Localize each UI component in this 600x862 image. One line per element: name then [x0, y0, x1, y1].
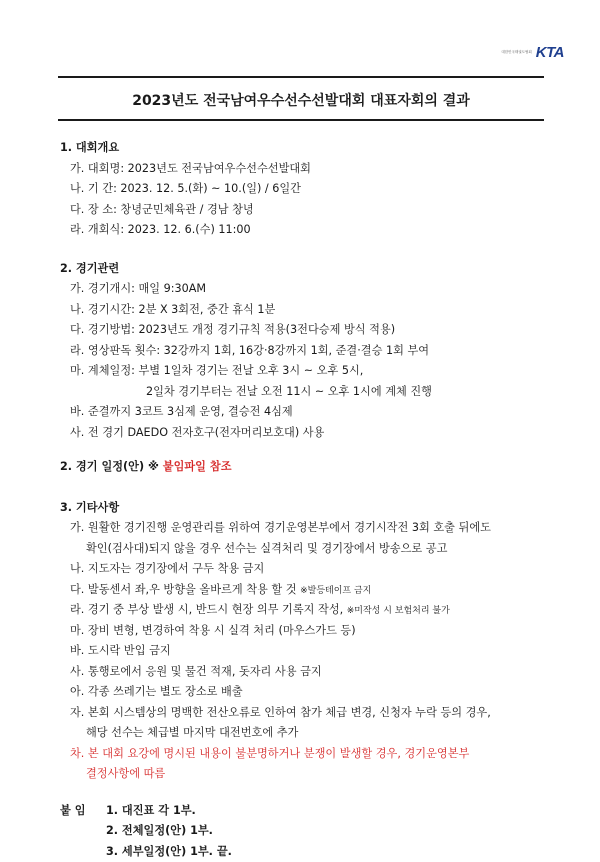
title-rule-bottom	[58, 119, 544, 121]
attachment-item: 1. 대진표 각 1부.	[104, 801, 196, 822]
section-competition-heading: 2. 경기관련	[60, 259, 550, 280]
misc-item-continuation: 해당 선수는 체급별 마지막 대전번호에 추가	[60, 723, 550, 744]
competition-item: 바. 준결까지 3코트 3심제 운영, 결승전 4심제	[60, 402, 550, 423]
competition-item: 마. 계체일정: 부별 1일차 경기는 전날 오후 3시 ~ 오후 5시,	[60, 361, 550, 382]
competition-item: 나. 경기시간: 2분 X 3회전, 중간 휴식 1분	[60, 300, 550, 321]
attachments-label: 붙 임	[60, 801, 104, 822]
misc-item: 자. 본회 시스템상의 명백한 전산오류로 인하여 참가 체급 변경, 신청자 누락 등의 경우,	[60, 703, 550, 724]
misc-item-continuation: 결정사항에 따름	[60, 764, 550, 785]
section-misc-heading: 3. 기타사항	[60, 498, 550, 519]
attachments-row	[60, 801, 550, 822]
misc-item-dispute: 차. 본 대회 요강에 명시된 내용이 불분명하거나 분쟁이 발생할 경우, 경기운영본부	[60, 744, 550, 765]
misc-item-note: ※발등테이프 금지	[300, 586, 371, 596]
section-schedule-heading	[60, 457, 550, 478]
misc-item-continuation: 확인(검사대)되지 않을 경우 선수는 실격처리 및 경기장에서 방송으로 공고	[60, 539, 550, 560]
misc-item	[60, 600, 550, 621]
competition-item-continuation: 2일차 경기부터는 전날 오전 11시 ~ 오후 1시에 계체 진행	[60, 382, 550, 403]
kta-logo	[501, 44, 564, 61]
misc-item: 마. 장비 변형, 변경하여 착용 시 실격 처리 (마우스가드 등)	[60, 621, 550, 642]
competition-item: 사. 전 경기 DAEDO 전자호구(전자머리보호대) 사용	[60, 423, 550, 444]
logo-org-name: 대한민국태권도협회	[501, 50, 531, 55]
competition-item: 라. 영상판독 횟수: 32강까지 1회, 16강·8강까지 1회, 준결·결승 1회 부여	[60, 341, 550, 362]
misc-item-text: 라. 경기 중 부상 발생 시, 반드시 현장 의무 기록지 작성,	[70, 603, 347, 616]
document-body	[60, 124, 550, 862]
document-title: 2023년도 전국남여우수선수선발대회 대표자회의 결과	[58, 90, 544, 110]
attachment-item: 3. 세부일정(안) 1부. 끝.	[60, 842, 550, 862]
competition-item: 다. 경기방법: 2023년도 개정 경기규칙 적용(3전다승제 방식 적용)	[60, 320, 550, 341]
misc-item: 사. 통행로에서 응원 및 물건 적재, 돗자리 사용 금지	[60, 662, 550, 683]
overview-item: 라. 개회식: 2023. 12. 6.(수) 11:00	[60, 220, 550, 241]
logo-mark: KTA	[536, 44, 564, 61]
overview-item: 다. 장 소: 창녕군민체육관 / 경남 창녕	[60, 200, 550, 221]
misc-item: 아. 각종 쓰레기는 별도 장소로 배출	[60, 682, 550, 703]
misc-item	[60, 580, 550, 601]
misc-item: 나. 지도자는 경기장에서 구두 착용 금지	[60, 559, 550, 580]
misc-item-text: 다. 발동센서 좌,우 방향을 올바르게 착용 할 것	[70, 583, 300, 596]
title-rule-top	[58, 76, 544, 78]
schedule-heading-text: 2. 경기 일정(안) ※	[60, 460, 163, 473]
misc-item: 바. 도시락 반입 금지	[60, 641, 550, 662]
attachment-item: 2. 전체일정(안) 1부.	[60, 821, 550, 842]
attachment-reference: 붙임파일 참조	[163, 460, 232, 473]
misc-item-note: ※미작성 시 보험처리 불가	[347, 606, 450, 616]
misc-item: 가. 원활한 경기진행 운영관리를 위하여 경기운영본부에서 경기시작전 3회 호출 뒤에도	[60, 518, 550, 539]
overview-item: 가. 대회명: 2023년도 전국남여우수선수선발대회	[60, 159, 550, 180]
section-overview-heading: 1. 대회개요	[60, 138, 550, 159]
competition-item: 가. 경기개시: 매일 9:30AM	[60, 279, 550, 300]
overview-item: 나. 기 간: 2023. 12. 5.(화) ~ 10.(일) / 6일간	[60, 179, 550, 200]
